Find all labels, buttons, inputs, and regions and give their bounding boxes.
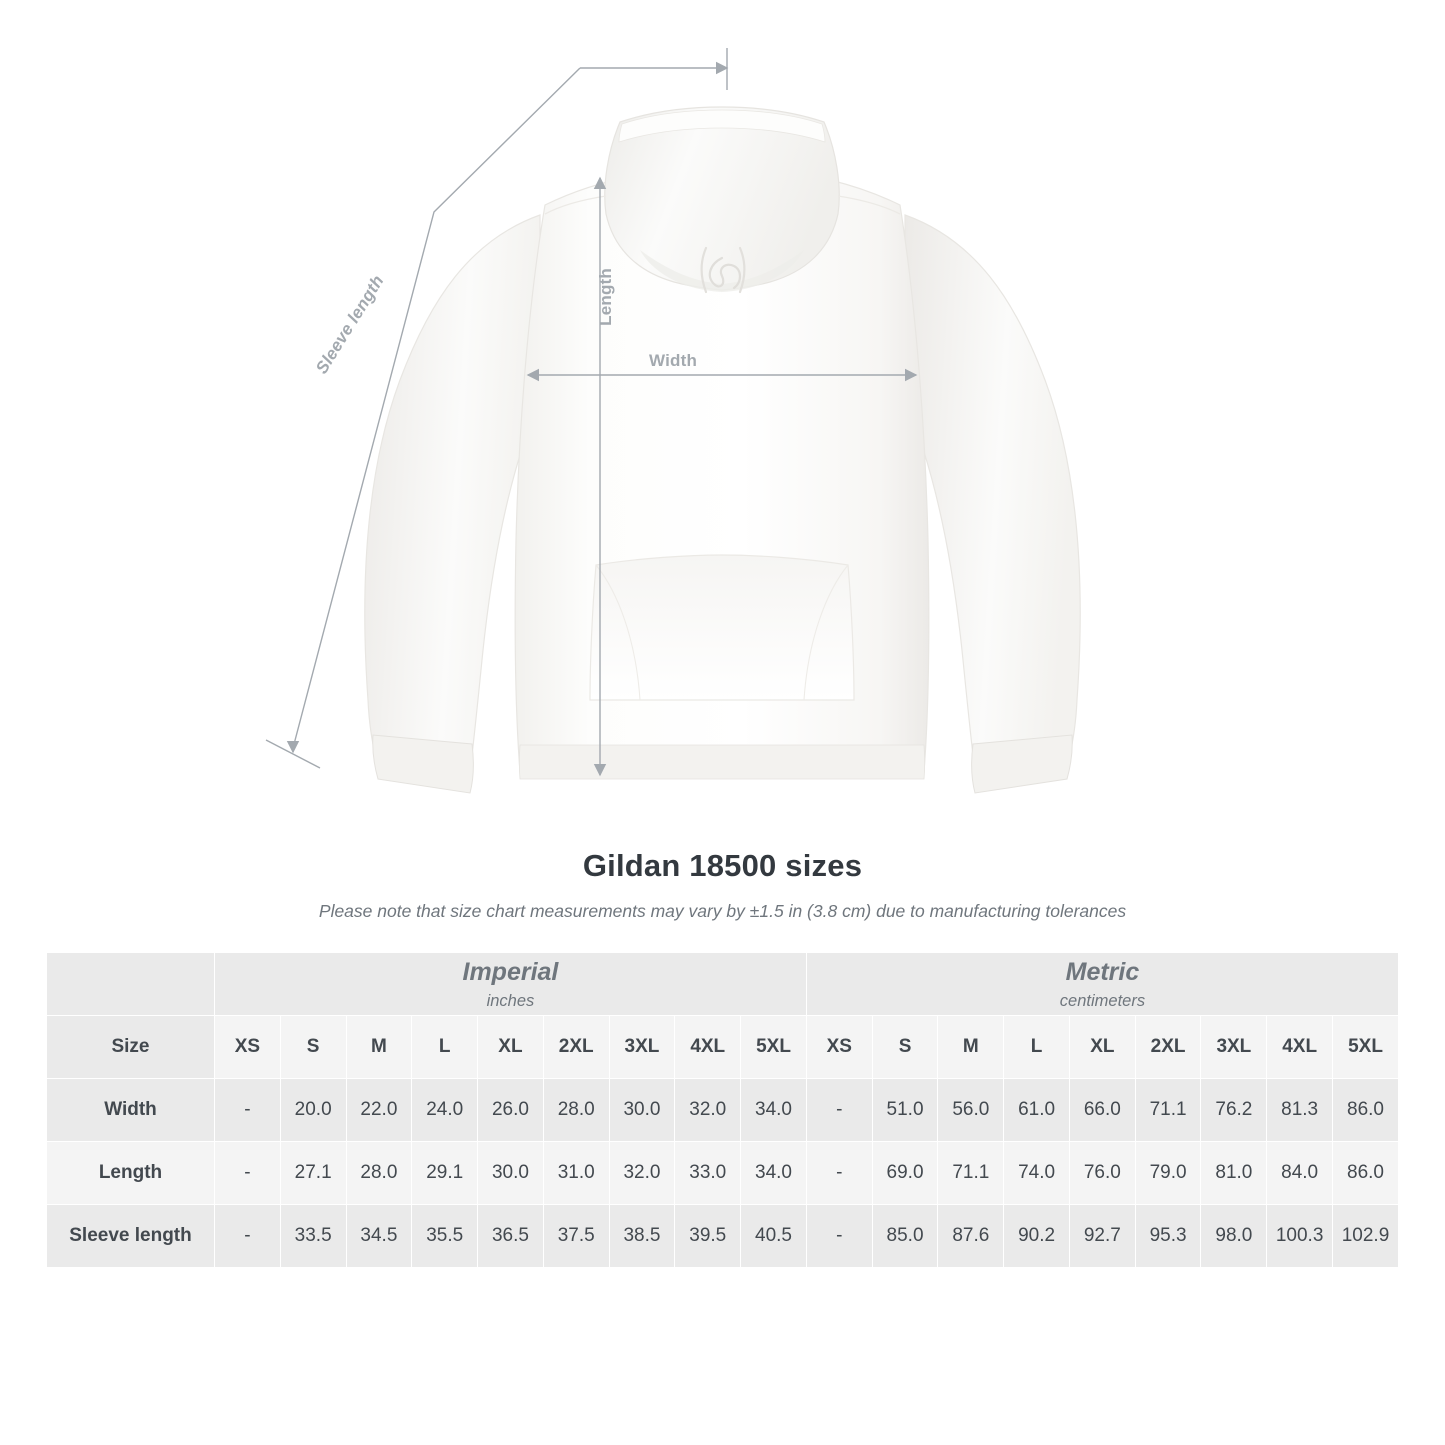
size-header-metric-3: L [1004,1016,1070,1079]
sleeve-length-dimension-label: Sleeve length [312,271,388,378]
cell-width-metric-1: 51.0 [872,1079,938,1142]
size-header-metric-1: S [872,1016,938,1079]
cell-width-imperial-7: 32.0 [675,1079,741,1142]
cell-width-imperial-5: 28.0 [543,1079,609,1142]
cell-length-metric-5: 79.0 [1135,1142,1201,1205]
cell-length-metric-8: 86.0 [1333,1142,1399,1205]
tolerance-note: Please note that size chart measurements may vary by ±1.5 in (3.8 cm) due to manufacturing tolerances [318,901,1127,921]
size-column-label: Size [47,1016,215,1079]
size-header-metric-4: XL [1069,1016,1135,1079]
cell-length-imperial-3: 29.1 [412,1142,478,1205]
row-label-length: Length [47,1142,215,1205]
row-label-width: Width [47,1079,215,1142]
cell-width-imperial-0: - [215,1079,281,1142]
size-header-imperial-6: 3XL [609,1016,675,1079]
cell-length-imperial-6: 32.0 [609,1142,675,1205]
size-header-imperial-2: M [346,1016,412,1079]
cell-sleeve-metric-5: 95.3 [1135,1205,1201,1268]
cell-sleeve-metric-3: 90.2 [1004,1205,1070,1268]
cell-length-imperial-4: 30.0 [478,1142,544,1205]
size-table [46,952,1399,1268]
cell-width-imperial-1: 20.0 [280,1079,346,1142]
table-corner-cell [47,953,215,1016]
system-header-metric [806,953,1398,1016]
cell-width-imperial-2: 22.0 [346,1079,412,1142]
cell-width-metric-6: 76.2 [1201,1079,1267,1142]
size-header-imperial-5: 2XL [543,1016,609,1079]
system-unit-metric: centimeters [1059,992,1146,1011]
cell-length-imperial-7: 33.0 [675,1142,741,1205]
length-dimension-label: Length [596,268,615,326]
size-header-metric-6: 3XL [1201,1016,1267,1079]
table-row [47,1079,1399,1142]
cell-sleeve-imperial-6: 38.5 [609,1205,675,1268]
cell-width-metric-2: 56.0 [938,1079,1004,1142]
cell-sleeve-metric-2: 87.6 [938,1205,1004,1268]
cell-sleeve-imperial-4: 36.5 [478,1205,544,1268]
cell-sleeve-metric-7: 100.3 [1267,1205,1333,1268]
system-unit-imperial: inches [486,992,535,1011]
cell-sleeve-imperial-7: 39.5 [675,1205,741,1268]
cell-sleeve-imperial-0: - [215,1205,281,1268]
cell-width-metric-7: 81.3 [1267,1079,1333,1142]
cell-sleeve-imperial-5: 37.5 [543,1205,609,1268]
cell-width-imperial-6: 30.0 [609,1079,675,1142]
title-block [0,848,1445,922]
cell-sleeve-imperial-3: 35.5 [412,1205,478,1268]
size-header-metric-5: 2XL [1135,1016,1201,1079]
width-dimension-label: Width [649,351,698,370]
system-name-imperial: Imperial [462,957,559,986]
size-header-imperial-8: 5XL [741,1016,807,1079]
size-table-wrapper [0,952,1445,1268]
cell-length-metric-2: 71.1 [938,1142,1004,1205]
cell-length-metric-4: 76.0 [1069,1142,1135,1205]
size-header-imperial-1: S [280,1016,346,1079]
size-header-metric-8: 5XL [1333,1016,1399,1079]
size-header-metric-7: 4XL [1267,1016,1333,1079]
size-header-imperial-0: XS [215,1016,281,1079]
system-name-metric: Metric [1065,957,1140,986]
row-label-sleeve-length: Sleeve length [47,1205,215,1268]
cell-length-metric-7: 84.0 [1267,1142,1333,1205]
cell-sleeve-metric-4: 92.7 [1069,1205,1135,1268]
system-header-row [47,953,1399,1016]
cell-length-metric-0: - [806,1142,872,1205]
size-header-imperial-3: L [412,1016,478,1079]
table-row [47,1142,1399,1205]
size-header-metric-0: XS [806,1016,872,1079]
size-header-imperial-4: XL [478,1016,544,1079]
hoodie-shape [365,107,1080,793]
cell-width-metric-8: 86.0 [1333,1079,1399,1142]
cell-width-metric-5: 71.1 [1135,1079,1201,1142]
cell-width-metric-4: 66.0 [1069,1079,1135,1142]
cell-length-metric-6: 81.0 [1201,1142,1267,1205]
cell-length-imperial-2: 28.0 [346,1142,412,1205]
cell-sleeve-metric-1: 85.0 [872,1205,938,1268]
cell-length-imperial-1: 27.1 [280,1142,346,1205]
cell-sleeve-imperial-1: 33.5 [280,1205,346,1268]
cell-width-imperial-3: 24.0 [412,1079,478,1142]
size-header-metric-2: M [938,1016,1004,1079]
cell-sleeve-metric-6: 98.0 [1201,1205,1267,1268]
cell-length-metric-3: 74.0 [1004,1142,1070,1205]
cell-width-metric-3: 61.0 [1004,1079,1070,1142]
table-row [47,1205,1399,1268]
cell-sleeve-imperial-8: 40.5 [741,1205,807,1268]
cell-length-imperial-8: 34.0 [741,1142,807,1205]
page-title: Gildan 18500 sizes [582,848,863,883]
cell-length-imperial-5: 31.0 [543,1142,609,1205]
system-header-imperial [215,953,807,1016]
cell-sleeve-metric-8: 102.9 [1333,1205,1399,1268]
cell-width-imperial-4: 26.0 [478,1079,544,1142]
cell-width-imperial-8: 34.0 [741,1079,807,1142]
size-header-imperial-7: 4XL [675,1016,741,1079]
cell-sleeve-metric-0: - [806,1205,872,1268]
cell-sleeve-imperial-2: 34.5 [346,1205,412,1268]
size-header-row [47,1016,1399,1079]
cell-length-imperial-0: - [215,1142,281,1205]
cell-width-metric-0: - [806,1079,872,1142]
cell-length-metric-1: 69.0 [872,1142,938,1205]
